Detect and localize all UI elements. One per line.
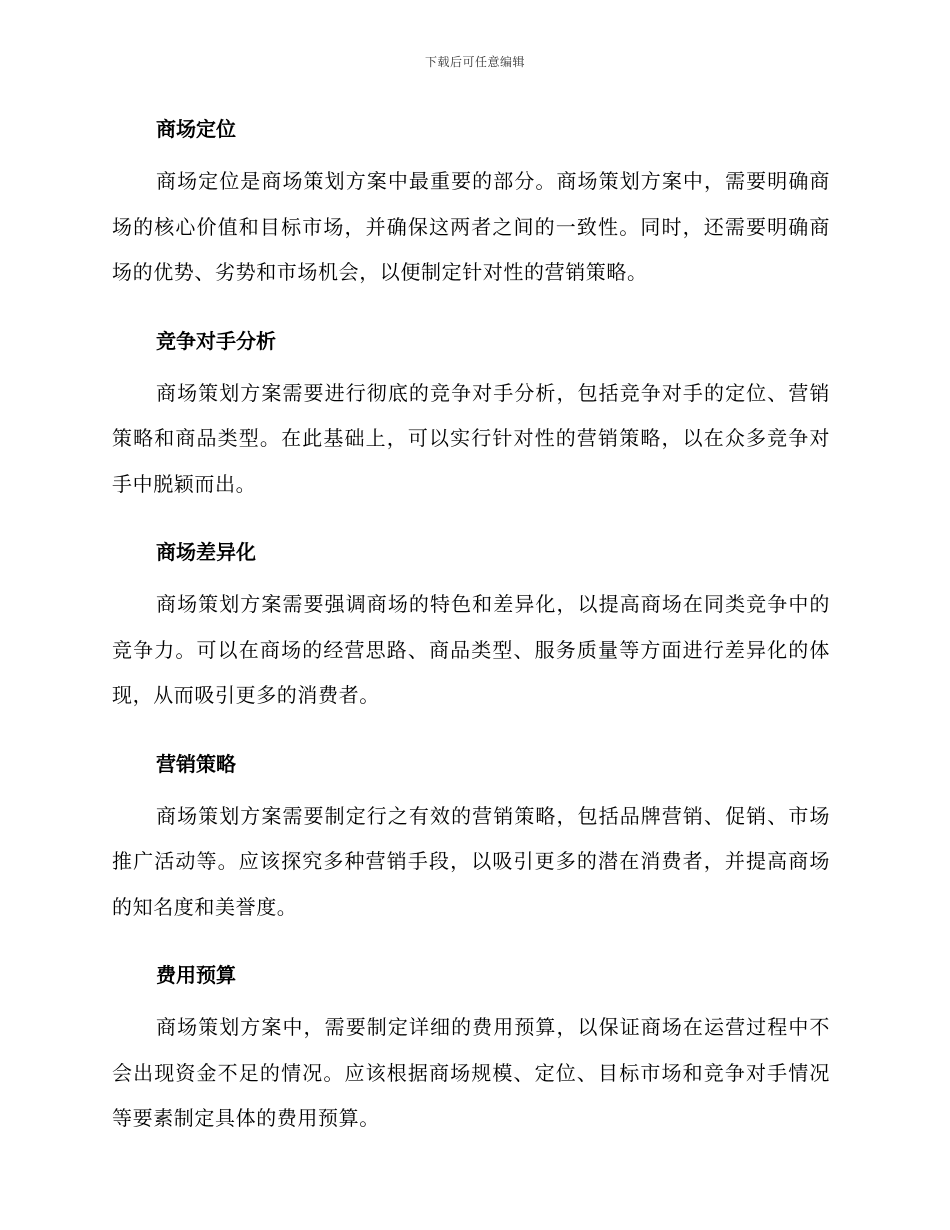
section-marketing-strategy	[112, 749, 830, 931]
section-paragraph: 商场策划方案需要进行彻底的竞争对手分析，包括竞争对手的定位、营销策略和商品类型。在此基础上，可以实行针对性的营销策略，以在众多竞争对手中脱颖而出。	[112, 380, 830, 496]
section-paragraph: 商场策划方案需要强调商场的特色和差异化，以提高商场在同类竞争中的竞争力。可以在商场的经营思路、商品类型、服务质量等方面进行差异化的体现，从而吸引更多的消费者。	[112, 592, 830, 707]
section-heading: 费用预算	[156, 963, 236, 987]
section-heading: 商场差异化	[156, 540, 256, 564]
page-header: 下载后可任意编辑	[424, 55, 525, 69]
section-paragraph: 商场策划方案需要制定行之有效的营销策略，包括品牌营销、促销、市场推广活动等。应该探究多种营销手段，以吸引更多的潜在消费者，并提高商场的知名度和美誉度。	[112, 803, 830, 919]
section-paragraph: 商场定位是商场策划方案中最重要的部分。商场策划方案中，需要明确商场的核心价值和目标市场，并确保这两者之间的一致性。同时，还需要明确商场的优势、劣势和市场机会，以便制定针对性的营销策略。	[112, 169, 830, 284]
section-paragraph: 商场策划方案中，需要制定详细的费用预算，以保证商场在运营过程中不会出现资金不足的情况。应该根据商场规模、定位、目标市场和竞争对手情况等要素制定具体的费用预算。	[112, 1015, 830, 1130]
document-content	[112, 114, 830, 1172]
section-differentiation	[112, 537, 830, 719]
section-heading: 竞争对手分析	[156, 328, 276, 353]
section-heading: 营销策略	[156, 751, 236, 776]
section-competitor-analysis	[112, 326, 830, 508]
section-positioning	[112, 114, 830, 296]
section-heading: 商场定位	[156, 117, 236, 141]
section-budget	[112, 960, 830, 1142]
